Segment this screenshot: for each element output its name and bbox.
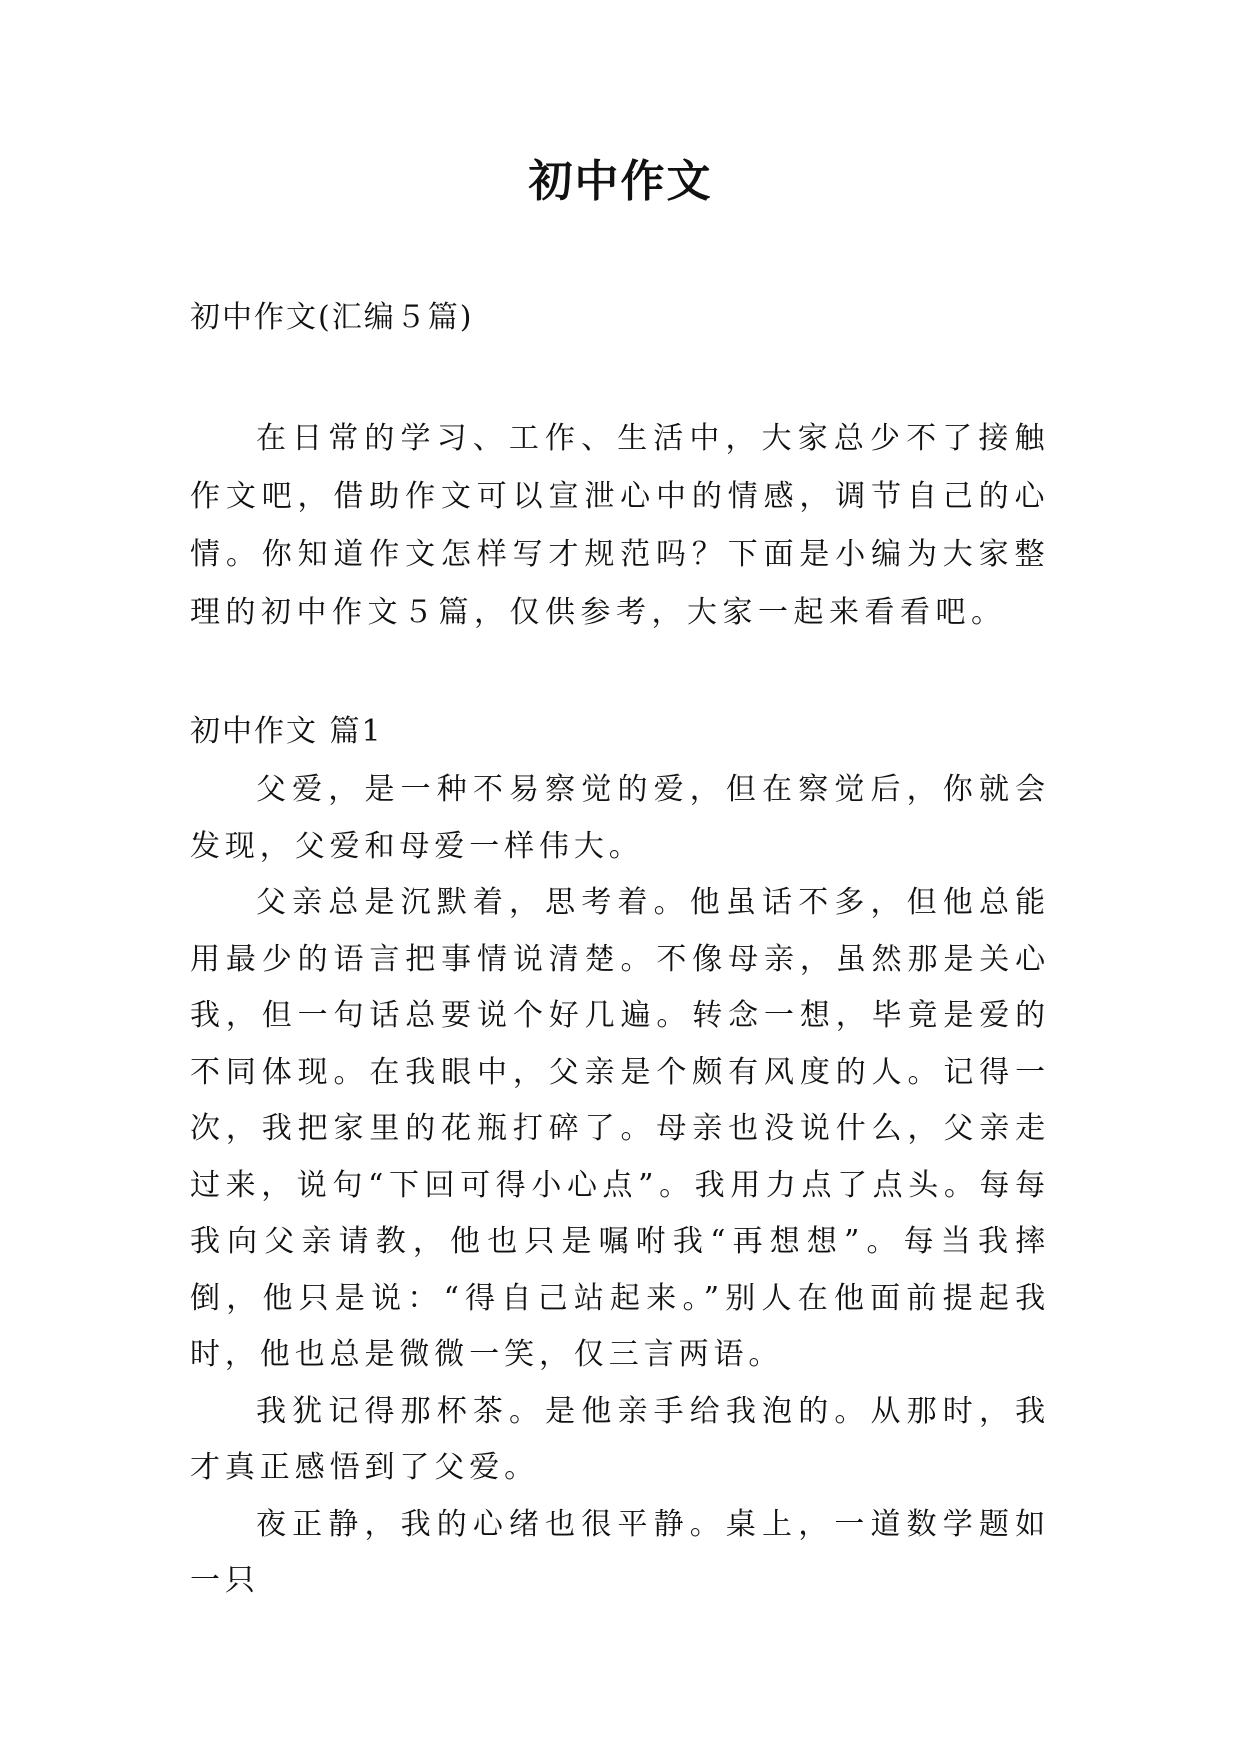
body-paragraph: 夜正静，我的心绪也很平静。桌上，一道数学题如一只 (190, 1506, 1050, 1598)
intro-paragraph: 在日常的学习、工作、生活中，大家总少不了接触作文吧，借助作文可以宣泄心中的情感，调节自己的心情。你知道作文怎样写才规范吗？下面是小编为大家整理的初中作文５篇，仅供参考，大家一起来看看吧。 (190, 421, 1050, 630)
document-body (190, 290, 1050, 1610)
body-paragraph: 父爱，是一种不易察觉的爱，但在察觉后，你就会发现，父爱和母爱一样伟大。 (190, 772, 1050, 864)
document-title: 初中作文 (528, 156, 713, 207)
body-paragraph: 我犹记得那杯茶。是他亲手给我泡的。从那时，我才真正感悟到了父爱。 (190, 1393, 1050, 1485)
body-paragraph: 父亲总是沉默着，思考着。他虽话不多，但他总能用最少的语言把事情说清楚。不像母亲，虽然那是关心我，但一句话总要说个好几遍。转念一想，毕竟是爱的不同体现。在我眼中，父亲是个颇有风度的人。记得一次，我把家里的花瓶打碎了。母亲也没说什么，父亲走过来，说句“下回可得小心点”。我用力点了点头。每每我向父亲请教，他也只是嘱咐我“再想想”。每当我摔倒，他只是说：“得自己站起来。”别人在他面前提起我时，他也总是微微一笑，仅三言两语。 (190, 885, 1050, 1372)
section-heading: 初中作文 篇1 (190, 714, 383, 749)
document-subtitle: 初中作文(汇编５篇) (190, 300, 474, 335)
